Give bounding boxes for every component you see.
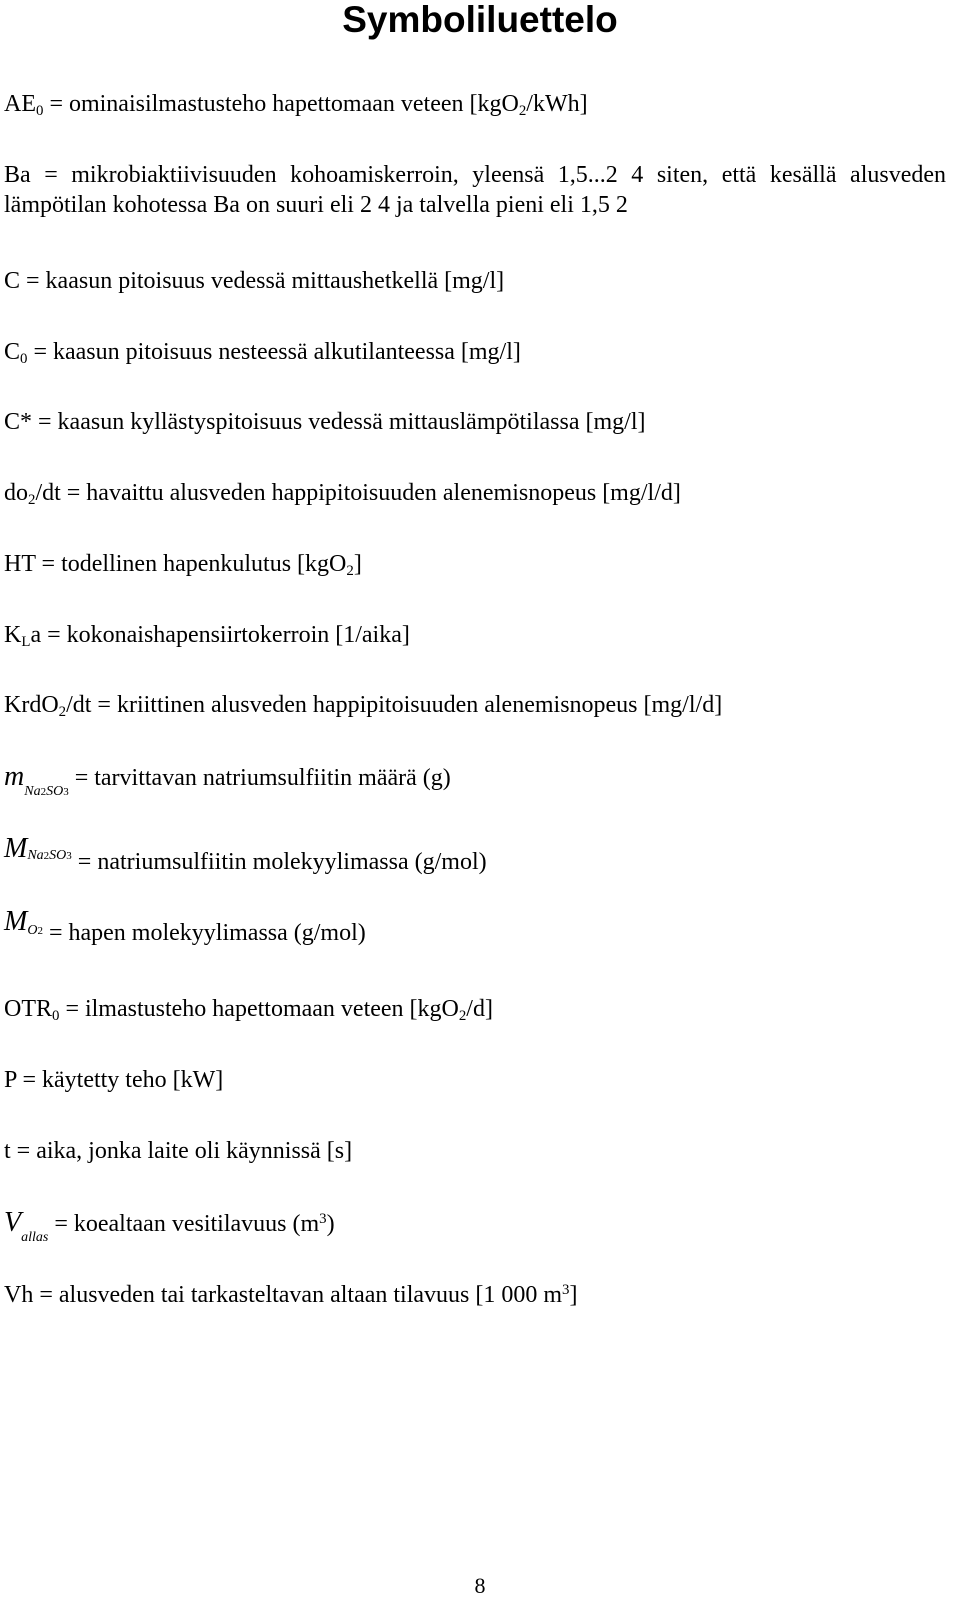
equation-symbol <box>4 762 69 797</box>
symbol-entry-ba: Ba = mikrobiaktiivisuuden kohoamiskerroin, yleensä 1,5...2 4 siten, että kesällä alusveden lämpötilan kohotessa Ba on suuri eli 2 4 ja talvella pieni eli 1,5 2 <box>4 162 946 218</box>
symbol-subscript: Na2SO3 <box>27 848 72 863</box>
definition: = hapen molekyylimassa (g/mol) <box>42 920 366 946</box>
symbol-entry-p: P = käytetty teho [kW] <box>4 1067 224 1093</box>
symbol-subscript: 0 <box>20 351 28 368</box>
symbol-subscript: Na2SO3 <box>24 784 69 799</box>
definition-superscript: 3 <box>562 1281 570 1298</box>
definition-tail: ) <box>326 1211 335 1237</box>
symbol: K <box>4 622 22 648</box>
definition: = ilmastusteho hapettomaan veteen [kgO <box>59 996 459 1022</box>
symbol: AE <box>4 91 36 117</box>
equation-symbol <box>4 834 72 869</box>
symbol: V <box>4 1207 22 1238</box>
equation-symbol <box>4 907 43 942</box>
symbol-entry-v-allas <box>4 1208 946 1243</box>
symbol-subscript: L <box>21 634 31 651</box>
definition: /dt = havaittu alusveden happipitoisuuden alenemisnopeus [mg/l/d] <box>35 480 681 506</box>
definition-tail: ] <box>353 551 362 577</box>
definition: = natriumsulfiitin molekyylimassa (g/mol) <box>71 849 487 875</box>
symbol: OTR <box>4 996 52 1022</box>
symbol-entry-m-na2so3 <box>4 762 946 797</box>
symbol-subscript: allas <box>21 1230 49 1245</box>
definition: = tarvittavan natriumsulfiitin määrä (g) <box>68 765 451 791</box>
page-number: 8 <box>474 1573 486 1598</box>
symbol-entry-cstar: C* = kaasun kyllästyspitoisuus vedessä mittauslämpötilassa [mg/l] <box>4 409 646 435</box>
symbol: C <box>4 339 21 365</box>
symbol-entry-ae0 <box>4 89 946 119</box>
definition-subscript: 2 <box>458 1008 467 1025</box>
symbol: M <box>4 833 28 864</box>
symbol-entry-ht <box>4 549 946 579</box>
symbol-entry-t: t = aika, jonka laite oli käynnissä [s] <box>4 1138 353 1164</box>
symbol-entry-vh <box>4 1280 946 1310</box>
symbol-subscript: 2 <box>58 704 67 721</box>
definition: HT = todellinen hapenkulutus [kgO <box>4 551 347 577</box>
definition: Vh = alusveden tai tarkasteltavan altaan tilavuus [1 000 m <box>4 1282 563 1308</box>
symbol-subscript: 0 <box>36 103 44 120</box>
definition: a = kokonaishapensiirtokerroin [1/aika] <box>30 622 410 648</box>
definition: = kaasun pitoisuus nesteessä alkutilanteessa [mg/l] <box>27 339 521 365</box>
symbol-entry-otr0 <box>4 994 946 1024</box>
symbol: do <box>4 480 28 506</box>
definition-subscript: 2 <box>518 103 527 120</box>
definition-tail: ] <box>569 1282 578 1308</box>
definition: = koealtaan vesitilavuus (m <box>48 1211 320 1237</box>
definition-superscript: 3 <box>319 1210 327 1227</box>
symbol-entry-do2dt <box>4 478 946 508</box>
symbol-entry-mm-o2 <box>4 906 946 952</box>
symbol: KrdO <box>4 692 59 718</box>
symbol: M <box>4 906 28 937</box>
symbol-entry-krdo2dt <box>4 690 946 720</box>
definition: /dt = kriittinen alusveden happipitoisuuden alenemisnopeus [mg/l/d] <box>66 692 723 718</box>
equation-symbol <box>4 1208 48 1243</box>
definition: = ominaisilmastusteho hapettomaan veteen [kgO <box>43 91 519 117</box>
symbol-entry-kla <box>4 620 946 650</box>
definition-subscript: 2 <box>346 563 354 580</box>
definition-tail: /kWh] <box>526 91 588 117</box>
symbol-entry-mm-na2so3 <box>4 833 946 881</box>
symbol-subscript: 2 <box>28 492 36 509</box>
definition-tail: /d] <box>466 996 493 1022</box>
symbol-entry-c0 <box>4 337 946 367</box>
page-title: Symboliluettelo <box>342 0 618 40</box>
symbol-subscript: O2 <box>27 923 43 938</box>
symbol-subscript: 0 <box>52 1008 60 1025</box>
symbol-entry-c: C = kaasun pitoisuus vedessä mittaushetkellä [mg/l] <box>4 268 505 294</box>
symbol: m <box>4 761 25 792</box>
